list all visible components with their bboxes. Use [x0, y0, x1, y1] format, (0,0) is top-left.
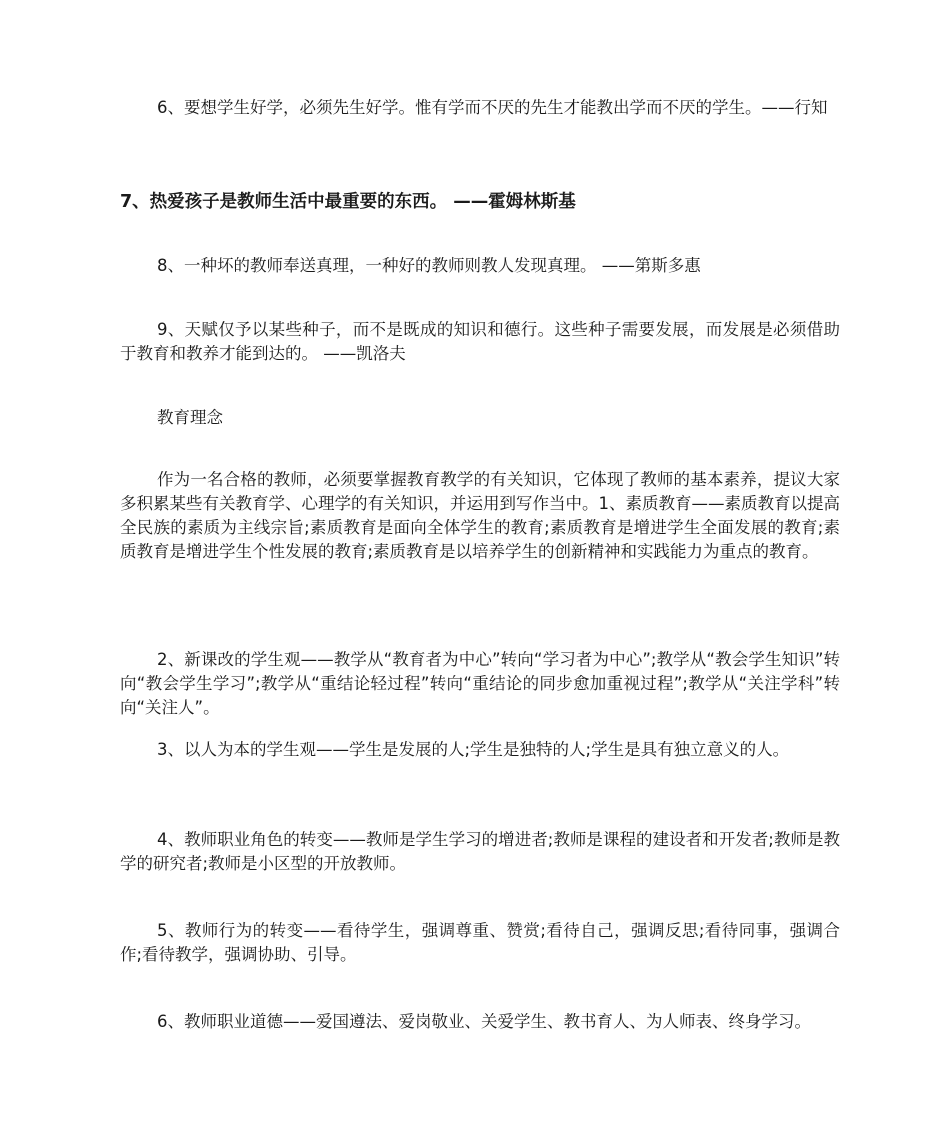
body-paragraph-3: 3、以人为本的学生观——学生是发展的人;学生是独特的人;学生是具有独立意义的人。: [157, 740, 790, 759]
quote-paragraph-7: 7、热爱孩子是教师生活中最重要的东西。 ——霍姆林斯基: [120, 192, 576, 212]
quote-paragraph-9: 9、天赋仅予以某些种子，而不是既成的知识和德行。这些种子需要发展，而发展是必须借助于教育和教养才能到达的。 ——凯洛夫: [120, 320, 840, 363]
body-paragraph-6: 6、教师职业道德——爱国遵法、爱岗敬业、关爱学生、教书育人、为人师表、终身学习。: [157, 1012, 811, 1031]
body-paragraph-4: 4、教师职业角色的转变——教师是学生学习的增进者;教师是课程的建设者和开发者;教师是教学的研究者;教师是小区型的开放教师。: [120, 830, 840, 873]
quote-paragraph-8: 8、一种坏的教师奉送真理，一种好的教师则教人发现真理。 ——第斯多惠: [157, 256, 701, 275]
section-heading: 教育理念: [157, 408, 223, 427]
quote-paragraph-6: 6、要想学生好学，必须先生好学。惟有学而不厌的先生才能教出学而不厌的学生。——行知: [157, 98, 828, 117]
body-paragraph-5: 5、教师行为的转变——看待学生，强调尊重、赞赏;看待自己，强调反思;看待同事，强调合作;看待教学，强调协助、引导。: [120, 921, 840, 964]
body-paragraph-intro: 作为一名合格的教师，必须要掌握教育教学的有关知识，它体现了教师的基本素养，提议大家多积累某些有关教育学、心理学的有关知识，并运用到写作当中。1、素质教育——素质教育以提高全民族的素质为主线宗旨;素质教育是面向全体学生的教育;素质教育是增进学生全面发展的教育;素质教育是增进学生个性发展的教育;素质教育是以培养学生的创新精神和实践能力为重点的教育。: [120, 470, 840, 561]
body-paragraph-2: 2、新课改的学生观——教学从“教育者为中心”转向“学习者为中心”;教学从“教会学生知识”转向“教会学生学习”;教学从“重结论轻过程”转向“重结论的同步愈加重视过程”;教学从“关注学科”转向“关注人”。: [120, 650, 840, 717]
